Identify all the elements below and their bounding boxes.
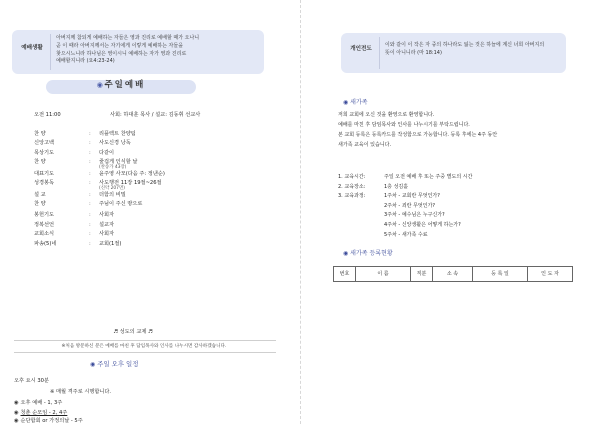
order-item: 사도신경 낭독	[99, 140, 131, 147]
afternoon-item	[14, 410, 274, 417]
order-row	[34, 241, 274, 250]
order-colon: :	[89, 200, 91, 207]
new-family-title: ◉ 새가족	[343, 99, 368, 106]
order-label: 교회소식	[34, 231, 55, 238]
afternoon-title-text: 주일 오후 일정	[97, 360, 139, 368]
order-subnote: (신약 207면)	[99, 186, 125, 192]
order-item: 사회자	[99, 212, 115, 219]
sunday-service-title	[46, 80, 196, 94]
order-label: 찬 양	[34, 200, 46, 207]
order-item: 사도행전 11장 19절~26절	[99, 180, 162, 187]
order-colon: :	[89, 221, 91, 228]
visitor-notice: ※처음 방문하신 분은 예배를 마친 후 담임목사와 인사를 나누시면 감사하겠습니다.	[61, 344, 227, 349]
education-value: 주일 오전 예배 후 또는 주중 별도의 시간	[384, 174, 473, 180]
education-item	[338, 174, 578, 184]
order-label: 찬 양	[34, 159, 46, 166]
afternoon-time: 오후 요시 30분	[14, 378, 49, 384]
order-label: 정복선언	[34, 221, 55, 228]
order-row	[34, 201, 274, 210]
order-item: 줄겁게 인식할 날	[99, 159, 138, 166]
order-of-worship	[34, 131, 274, 250]
table-header-cell: 직분	[411, 267, 433, 281]
order-label: 파송(5)네	[34, 240, 57, 247]
order-item: 다같이	[99, 149, 115, 156]
education-item	[338, 193, 578, 203]
order-row	[34, 222, 274, 231]
order-row	[34, 171, 274, 180]
education-value: 4주차 - 신앙생활은 어떻게 하는가?	[384, 221, 461, 228]
order-row	[34, 131, 274, 140]
education-key: 1. 교육시간:	[338, 174, 366, 180]
divider-bottom	[14, 352, 276, 353]
education-key: 3. 교육과정:	[338, 193, 366, 200]
order-colon: :	[89, 140, 91, 147]
table-header-cell: 번호	[334, 267, 356, 281]
order-item: 사회자	[99, 231, 115, 238]
order-label: 찬 양	[34, 131, 46, 137]
bullet-icon: ◉	[14, 400, 19, 406]
worship-life-verse: 아버지께 참되게 예배하는 자들은 영과 진리로 예배할 때가 오나니 곧 이 때라 아버지께서는 자기에게 이렇게 예배하는 자들을 찾으시느니라 하나님은 영이시니 예배하는 자가 영과 진리로 예배할지니라 (요4:23-24)	[56, 35, 200, 65]
order-colon: :	[89, 231, 91, 238]
education-item	[338, 184, 578, 194]
afternoon-item	[14, 418, 274, 424]
order-colon: :	[89, 170, 91, 177]
afternoon-note: ※ 매월 격주로 시행합니다.	[50, 389, 112, 395]
education-value: 2주차 - 죄란 무엇인가?	[384, 202, 436, 209]
education-item	[338, 203, 578, 213]
worship-life-label: 예배생활	[21, 45, 43, 51]
bullseye-icon: ◉	[96, 80, 103, 89]
order-colon: :	[89, 191, 91, 198]
service-leaders: 사회: 하대훈 목사 / 설교: 김동휘 선교사	[110, 112, 201, 118]
order-label: 대표기도	[34, 170, 55, 177]
education-value: 1주차 - 교회란 무엇인가?	[384, 193, 440, 200]
intro-line: 예배를 마친 후 담임목사와 인사를 나누시기를 부탁드립니다.	[338, 121, 470, 128]
table-header-cell: 소 속	[433, 267, 473, 281]
evangelism-label: 개인전도	[350, 46, 372, 52]
education-value: 3주차 - 예수님은 누구신가?	[384, 212, 445, 219]
education-item	[338, 232, 578, 242]
order-label: 봉헌기도	[34, 212, 55, 219]
callout-divider	[379, 37, 380, 69]
bullseye-icon: ◉	[90, 361, 96, 368]
education-list	[338, 174, 578, 241]
order-colon: :	[89, 180, 91, 187]
education-item	[338, 212, 578, 222]
evangelism-verse: 이와 같이 이 작은 자 중의 하나라도 잃는 것은 하늘에 계신 너희 아버지의 뜻이 아니니라 (마 18:14)	[385, 42, 545, 56]
order-item: 설교자	[99, 221, 115, 228]
registration-title: ◉ 새가족 등록현황	[343, 250, 393, 257]
afternoon-item	[14, 400, 274, 407]
order-row	[34, 231, 274, 240]
registration-table	[333, 266, 573, 282]
order-colon: :	[89, 240, 91, 247]
education-value: 5주차 - 새가족 수료	[384, 231, 428, 238]
order-row	[34, 212, 274, 221]
service-time: 오전 11:00	[34, 112, 61, 118]
order-label: 목상기도	[34, 149, 55, 156]
order-item: 주님이 주신 땅으로	[99, 200, 143, 207]
order-label: 신앙고백	[34, 140, 55, 147]
order-row	[34, 180, 274, 192]
afternoon-item-text: 순단합회 or 가정의날 - 5주	[20, 418, 83, 424]
education-key: 2. 교육장소:	[338, 183, 366, 190]
education-item	[338, 222, 578, 232]
divider-top	[14, 340, 276, 341]
order-colon: :	[89, 159, 91, 166]
afternoon-item-text: 오후 예배 - 1, 3주	[20, 400, 63, 406]
bullet-icon: ◉	[14, 418, 19, 424]
order-label: 설 교	[34, 191, 46, 198]
table-header-cell: 이 름	[356, 267, 411, 281]
table-header-cell: 등 록 일	[473, 267, 528, 281]
fellowship-line: ♬ 성도의 교제 ♬	[113, 329, 153, 335]
intro-line: 저희 교회에 오신 것을 환영으로 환영합니다.	[338, 112, 435, 118]
order-row	[34, 159, 274, 171]
sunday-service-title-text: 주일예배	[104, 80, 146, 90]
order-row	[34, 150, 274, 159]
new-family-intro	[338, 112, 578, 152]
order-colon: :	[89, 149, 91, 156]
afternoon-item-text: 청춘 순모임 - 2, 4주	[20, 410, 68, 416]
afternoon-title	[90, 360, 190, 369]
intro-line: 본 교회 등록은 등록카드를 작성함으로 가능합니다. 등록 후에는 4주 동안	[338, 131, 498, 138]
order-colon: :	[89, 212, 91, 219]
order-row	[34, 192, 274, 201]
worship-life-box	[12, 30, 264, 74]
order-label: 성경봉독	[34, 180, 55, 187]
table-header-cell: 인 도 자	[541, 270, 559, 277]
intro-line: 새가족 교육이 있습니다.	[338, 141, 392, 148]
order-item: 더함의 비밀	[99, 191, 126, 198]
callout-divider	[50, 34, 51, 70]
education-value: 1층 성김홀	[384, 183, 409, 190]
order-colon: :	[89, 131, 91, 137]
order-item: 교회(1절)	[99, 240, 122, 247]
order-item: 리플렉트 찬양팀	[99, 131, 136, 137]
evangelism-box	[341, 33, 566, 73]
order-subnote: (찬송가 43장)	[99, 165, 127, 171]
bullet-icon: ◉	[14, 410, 19, 416]
order-item: 윤주영 사모(다음 주: 정낸순)	[99, 170, 165, 177]
order-row	[34, 140, 274, 149]
